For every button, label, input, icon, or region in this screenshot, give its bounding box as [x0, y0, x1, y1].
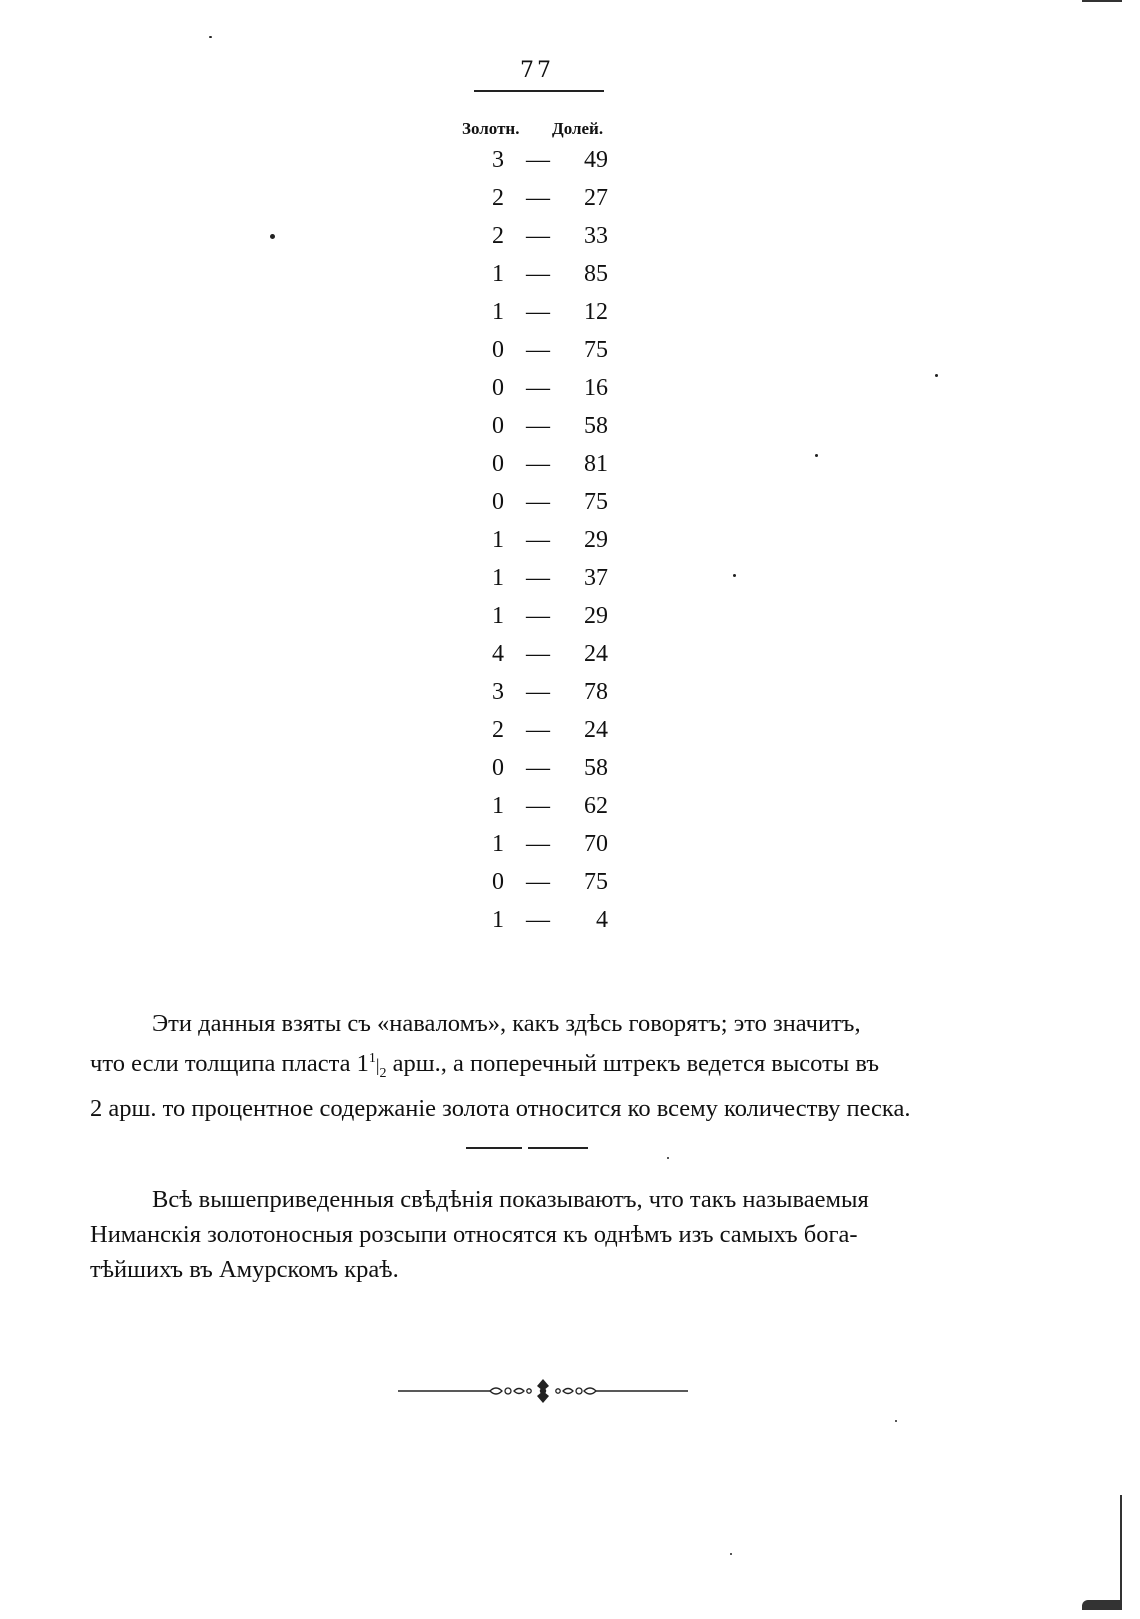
- zolotn-value: 2: [492, 717, 504, 743]
- doley-value: 85: [584, 261, 608, 287]
- fraction-bar: |: [375, 1055, 380, 1076]
- doley-value: 29: [584, 603, 608, 629]
- paragraph-conclusion: [90, 1182, 1000, 1287]
- row-separator-dash: —: [526, 451, 550, 477]
- scan-speck: [815, 454, 818, 457]
- scan-speck: [209, 36, 212, 38]
- table-row: [480, 337, 620, 375]
- table-row: [480, 603, 620, 641]
- scan-speck: [733, 574, 736, 577]
- row-separator-dash: —: [526, 793, 550, 819]
- line-2-end: арш., а поперечный штрекъ ведется высоты въ: [386, 1050, 879, 1078]
- doley-value: 75: [584, 337, 608, 363]
- table-row: [480, 451, 620, 489]
- doley-value: 62: [584, 793, 608, 819]
- column-header-doley: Долей.: [552, 119, 604, 138]
- zolotn-value: 2: [492, 223, 504, 249]
- zolotn-value: 0: [492, 375, 504, 401]
- table-row: [480, 831, 620, 869]
- row-separator-dash: —: [526, 717, 550, 743]
- table-row: [480, 375, 620, 413]
- row-separator-dash: —: [526, 641, 550, 667]
- row-separator-dash: —: [526, 527, 550, 553]
- zolotn-value: 1: [492, 261, 504, 287]
- zolotn-value: 3: [492, 679, 504, 705]
- doley-value: 33: [584, 223, 608, 249]
- scan-speck: [895, 1420, 897, 1422]
- row-separator-dash: —: [526, 375, 550, 401]
- paragraph-2-line-3: тѣйшихъ въ Амурскомъ краѣ.: [90, 1256, 399, 1283]
- doley-value: 12: [584, 299, 608, 325]
- line-2-start: что если толщипа пласта 1: [90, 1050, 369, 1078]
- table-row: [480, 565, 620, 603]
- zolotn-value: 0: [492, 413, 504, 439]
- row-separator-dash: —: [526, 755, 550, 781]
- zolotn-value: 0: [492, 337, 504, 363]
- measurement-table: [480, 147, 620, 945]
- zolotn-value: 1: [492, 527, 504, 553]
- doley-value: 16: [584, 375, 608, 401]
- table-row: [480, 299, 620, 337]
- paragraph-1-line-1: Эти данныя взяты съ «наваломъ», какъ здѣсь говорятъ; это значитъ,: [152, 1010, 861, 1037]
- doley-value: 75: [584, 489, 608, 515]
- paragraph-navalom: [90, 1006, 1000, 1126]
- zolotn-value: 1: [492, 793, 504, 819]
- row-separator-dash: —: [526, 337, 550, 363]
- doley-value: 27: [584, 185, 608, 211]
- scan-speck: [730, 1553, 732, 1555]
- zolotn-value: 1: [492, 907, 504, 933]
- doley-value: 70: [584, 831, 608, 857]
- fraction-denominator: 2: [379, 1066, 387, 1082]
- zolotn-value: 0: [492, 869, 504, 895]
- table-row: [480, 755, 620, 793]
- table-row: [480, 793, 620, 831]
- scan-speck: [270, 234, 275, 239]
- zolotn-value: 3: [492, 147, 504, 173]
- doley-value: 29: [584, 527, 608, 553]
- row-separator-dash: —: [526, 869, 550, 895]
- doley-value: 75: [584, 869, 608, 895]
- table-row: [480, 223, 620, 261]
- table-row: [480, 261, 620, 299]
- zolotn-value: 4: [492, 641, 504, 667]
- row-separator-dash: —: [526, 907, 550, 933]
- row-separator-dash: —: [526, 489, 550, 515]
- scan-edge-mark: [1120, 1495, 1122, 1605]
- table-row: [480, 527, 620, 565]
- doley-value: 49: [584, 147, 608, 173]
- doley-value: 81: [584, 451, 608, 477]
- table-row: [480, 717, 620, 755]
- table-row: [480, 413, 620, 451]
- scan-edge-mark: [1082, 0, 1122, 2]
- row-separator-dash: —: [526, 223, 550, 249]
- paragraph-1-line-3: 2 арш. то процентное содержаніе золота относится ко всему количеству песка.: [90, 1095, 911, 1123]
- row-separator-dash: —: [526, 261, 550, 287]
- row-separator-dash: —: [526, 185, 550, 211]
- row-separator-dash: —: [526, 603, 550, 629]
- doley-value: 24: [584, 717, 608, 743]
- zolotn-value: 1: [492, 603, 504, 629]
- table-row: [480, 679, 620, 717]
- fraction-numerator: 1: [368, 1051, 376, 1066]
- scan-speck: [935, 374, 938, 377]
- row-separator-dash: —: [526, 299, 550, 325]
- zolotn-value: 1: [492, 565, 504, 591]
- table-row: [480, 641, 620, 679]
- column-header-zolotn: Золотн.: [462, 119, 520, 138]
- row-separator-dash: —: [526, 679, 550, 705]
- row-separator-dash: —: [526, 147, 550, 173]
- scan-edge-mark: [1082, 1600, 1122, 1610]
- scan-speck: [667, 1157, 669, 1159]
- table-row: [480, 185, 620, 223]
- table-row: [480, 489, 620, 527]
- paragraph-2-line-2: Ниманскія золотоносныя розсыпи относятся къ однѣмъ изъ самыхъ бога-: [90, 1221, 858, 1248]
- doley-value: 37: [584, 565, 608, 591]
- page-number: 77: [520, 58, 554, 83]
- doley-value: 78: [584, 679, 608, 705]
- doley-value: 4: [596, 907, 608, 933]
- doley-value: 58: [584, 413, 608, 439]
- table-row: [480, 147, 620, 185]
- paragraph-1-line-2: [90, 1041, 1000, 1091]
- doley-value: 24: [584, 641, 608, 667]
- zolotn-value: 1: [492, 299, 504, 325]
- row-separator-dash: —: [526, 565, 550, 591]
- table-row: [480, 907, 620, 945]
- zolotn-value: 0: [492, 489, 504, 515]
- zolotn-value: 1: [492, 831, 504, 857]
- zolotn-value: 2: [492, 185, 504, 211]
- paragraph-2-line-1: Всѣ вышеприведенныя свѣдѣнія показываютъ, что такъ называемыя: [152, 1186, 869, 1213]
- row-separator-dash: —: [526, 413, 550, 439]
- decorative-tailpiece-icon: [398, 1376, 688, 1406]
- section-divider-right: [528, 1147, 588, 1149]
- table-row: [480, 869, 620, 907]
- section-divider-left: [466, 1147, 522, 1149]
- header-rule: [474, 90, 604, 92]
- zolotn-value: 0: [492, 755, 504, 781]
- doley-value: 58: [584, 755, 608, 781]
- zolotn-value: 0: [492, 451, 504, 477]
- row-separator-dash: —: [526, 831, 550, 857]
